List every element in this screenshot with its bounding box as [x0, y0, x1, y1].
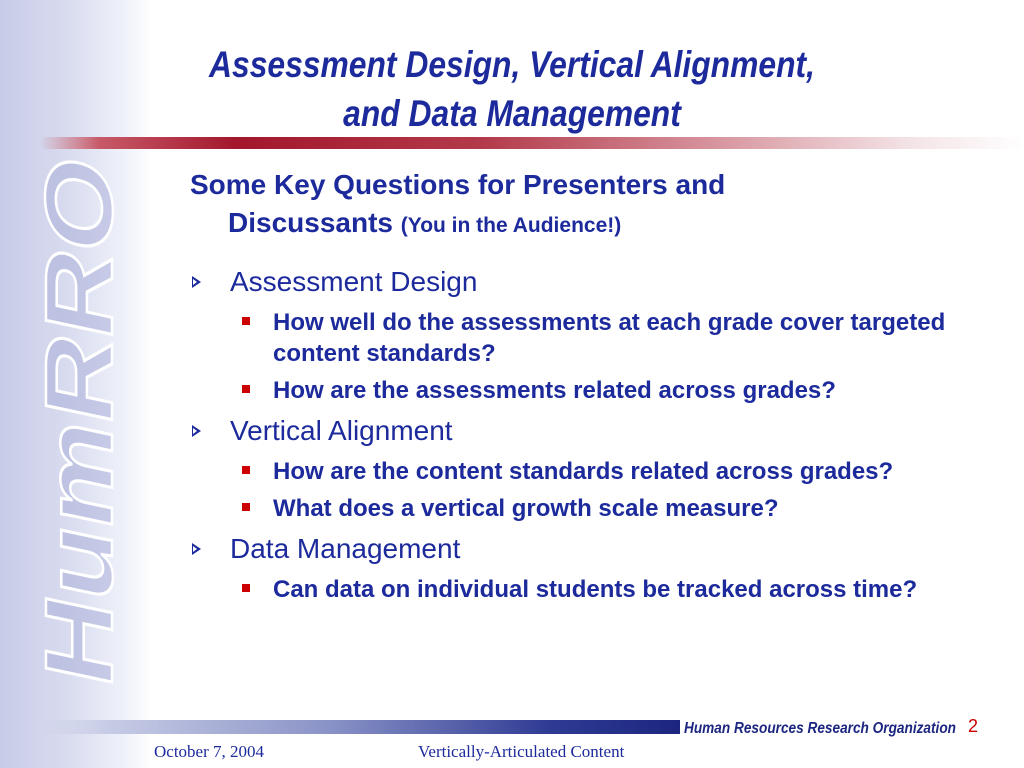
arrow-bullet-icon [192, 425, 201, 437]
square-bullet-icon [242, 503, 250, 511]
svg-text:Human Resources Research Organ: Human Resources Research Organization [684, 720, 957, 737]
sub-bullet [190, 493, 980, 524]
svg-text:HumRRO: HumRRO [24, 244, 133, 695]
bullet-assessment-design [190, 263, 980, 301]
square-bullet-icon [242, 317, 250, 325]
sub-bullet [190, 375, 980, 406]
sub-bullet-text: What does a vertical growth scale measure? [273, 495, 779, 522]
sub-bullet [190, 307, 980, 369]
bullet-vertical-alignment [190, 412, 980, 450]
sub-bullet [190, 574, 980, 605]
page-number: 2 [968, 716, 979, 736]
sub-bullet-text: How are the content standards related across grades? [273, 458, 894, 485]
arrow-bullet-icon [192, 276, 201, 288]
sub-bullet-text: How are the assessments related across grades? [273, 377, 836, 404]
bullet-data-management [190, 530, 980, 568]
arrow-bullet-icon [192, 543, 201, 555]
org-name-label [682, 717, 962, 739]
footer-divider [40, 720, 680, 734]
bullet-label: Vertical Alignment [230, 415, 453, 446]
slide-title [202, 40, 821, 138]
title-line-2: and Data Management [343, 93, 681, 134]
square-bullet-icon [242, 584, 250, 592]
heading-parenthetical: (You in the Audience!) [400, 214, 622, 237]
heading-line-2 [190, 204, 980, 245]
title-divider [40, 137, 1024, 149]
humrro-side-logo [0, 0, 152, 768]
heading-main: Discussants [228, 207, 393, 238]
footer-date: October 7, 2004 [154, 742, 265, 761]
bullet-label: Data Management [230, 533, 461, 564]
heading-line-1: Some Key Questions for Presenters and [190, 169, 726, 200]
footer-title: Vertically-Articulated Content [418, 742, 625, 761]
section-heading [190, 166, 980, 245]
sub-bullet-text: Can data on individual students be tracked across time? [273, 576, 918, 603]
title-line-1: Assessment Design, Vertical Alignment, [209, 44, 815, 85]
slide-content [190, 166, 980, 605]
sub-bullet-text: How well do the assessments at each grade cover targeted content standards? [273, 309, 946, 367]
square-bullet-icon [242, 466, 250, 474]
bullet-list [190, 263, 980, 605]
square-bullet-icon [242, 385, 250, 393]
bullet-label: Assessment Design [230, 266, 478, 297]
sub-bullet [190, 456, 980, 487]
